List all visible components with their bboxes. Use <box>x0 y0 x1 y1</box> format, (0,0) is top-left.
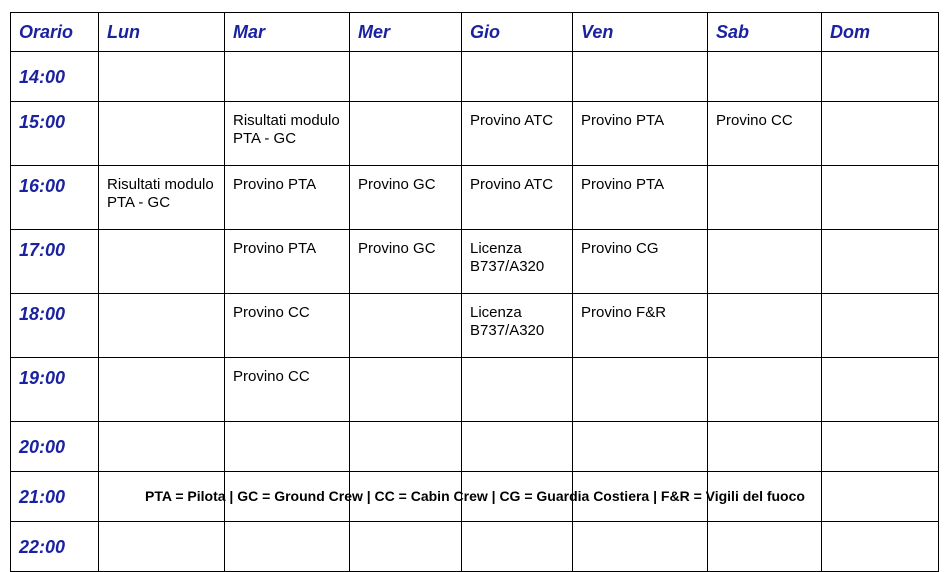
schedule-cell: Risultati modulo PTA - GC <box>225 102 350 166</box>
schedule-cell: Risultati modulo PTA - GC <box>99 166 225 230</box>
schedule-cell <box>462 358 573 422</box>
header-day: Mer <box>350 13 462 52</box>
schedule-row <box>11 294 939 358</box>
schedule-cell <box>822 102 939 166</box>
schedule-cell <box>99 52 225 102</box>
schedule-cell <box>822 422 939 472</box>
header-day: Gio <box>462 13 573 52</box>
schedule-cell <box>708 166 822 230</box>
time-cell: 16:00 <box>11 166 99 230</box>
schedule-cell: Provino ATC <box>462 102 573 166</box>
schedule-cell <box>350 294 462 358</box>
schedule-cell <box>225 52 350 102</box>
schedule-cell <box>350 52 462 102</box>
schedule-row <box>11 422 939 472</box>
schedule-cell <box>350 522 462 572</box>
schedule-cell <box>822 522 939 572</box>
header-day: Ven <box>573 13 708 52</box>
schedule-cell <box>708 230 822 294</box>
time-cell: 18:00 <box>11 294 99 358</box>
schedule-row <box>11 358 939 422</box>
schedule-cell <box>708 422 822 472</box>
schedule-cell <box>225 422 350 472</box>
schedule-cell: Provino PTA <box>225 166 350 230</box>
schedule-cell <box>99 422 225 472</box>
schedule-cell <box>822 294 939 358</box>
schedule-cell: Provino F&R <box>573 294 708 358</box>
schedule-cell <box>462 422 573 472</box>
schedule-cell <box>462 522 573 572</box>
schedule-cell <box>573 422 708 472</box>
schedule-row <box>11 522 939 572</box>
header-day: Dom <box>822 13 939 52</box>
schedule-cell: Provino GC <box>350 166 462 230</box>
schedule-cell: Provino PTA <box>573 166 708 230</box>
time-cell: 21:00 <box>11 472 99 522</box>
schedule-cell <box>822 358 939 422</box>
legend: PTA = Pilota | GC = Ground Crew | CC = Cabin Crew | CG = Guardia Costiera | F&R = Vigili del fuoco <box>145 488 805 504</box>
schedule-cell: Provino CC <box>708 102 822 166</box>
header-day: Mar <box>225 13 350 52</box>
schedule-cell <box>708 52 822 102</box>
schedule-row <box>11 230 939 294</box>
time-cell: 14:00 <box>11 52 99 102</box>
schedule-row <box>11 166 939 230</box>
time-cell: 17:00 <box>11 230 99 294</box>
schedule-cell: Provino CG <box>573 230 708 294</box>
header-day: Sab <box>708 13 822 52</box>
header-row <box>11 13 939 52</box>
schedule-cell: Licenza B737/A320 <box>462 294 573 358</box>
schedule-cell <box>350 102 462 166</box>
time-cell: 19:00 <box>11 358 99 422</box>
schedule-cell <box>99 230 225 294</box>
schedule-cell: Provino PTA <box>225 230 350 294</box>
schedule-cell <box>822 52 939 102</box>
schedule-cell <box>99 102 225 166</box>
schedule-cell <box>462 52 573 102</box>
schedule-cell <box>350 422 462 472</box>
schedule-cell <box>708 358 822 422</box>
schedule-row <box>11 52 939 102</box>
schedule-cell: Provino ATC <box>462 166 573 230</box>
header-day: Lun <box>99 13 225 52</box>
schedule-cell <box>573 358 708 422</box>
time-cell: 22:00 <box>11 522 99 572</box>
schedule-cell <box>708 522 822 572</box>
time-cell: 20:00 <box>11 422 99 472</box>
schedule-cell: Licenza B737/A320 <box>462 230 573 294</box>
schedule-cell <box>99 522 225 572</box>
schedule-row <box>11 102 939 166</box>
schedule-cell <box>350 358 462 422</box>
schedule-cell: Provino CC <box>225 358 350 422</box>
schedule-cell <box>822 230 939 294</box>
schedule-cell <box>99 358 225 422</box>
schedule-cell <box>573 52 708 102</box>
header-orario: Orario <box>11 13 99 52</box>
schedule-cell <box>573 522 708 572</box>
schedule-cell: Provino GC <box>350 230 462 294</box>
schedule-cell <box>708 294 822 358</box>
schedule-cell: Provino PTA <box>573 102 708 166</box>
schedule-cell <box>99 294 225 358</box>
schedule-cell: Provino CC <box>225 294 350 358</box>
time-cell: 15:00 <box>11 102 99 166</box>
schedule-cell <box>822 166 939 230</box>
schedule-cell <box>225 522 350 572</box>
